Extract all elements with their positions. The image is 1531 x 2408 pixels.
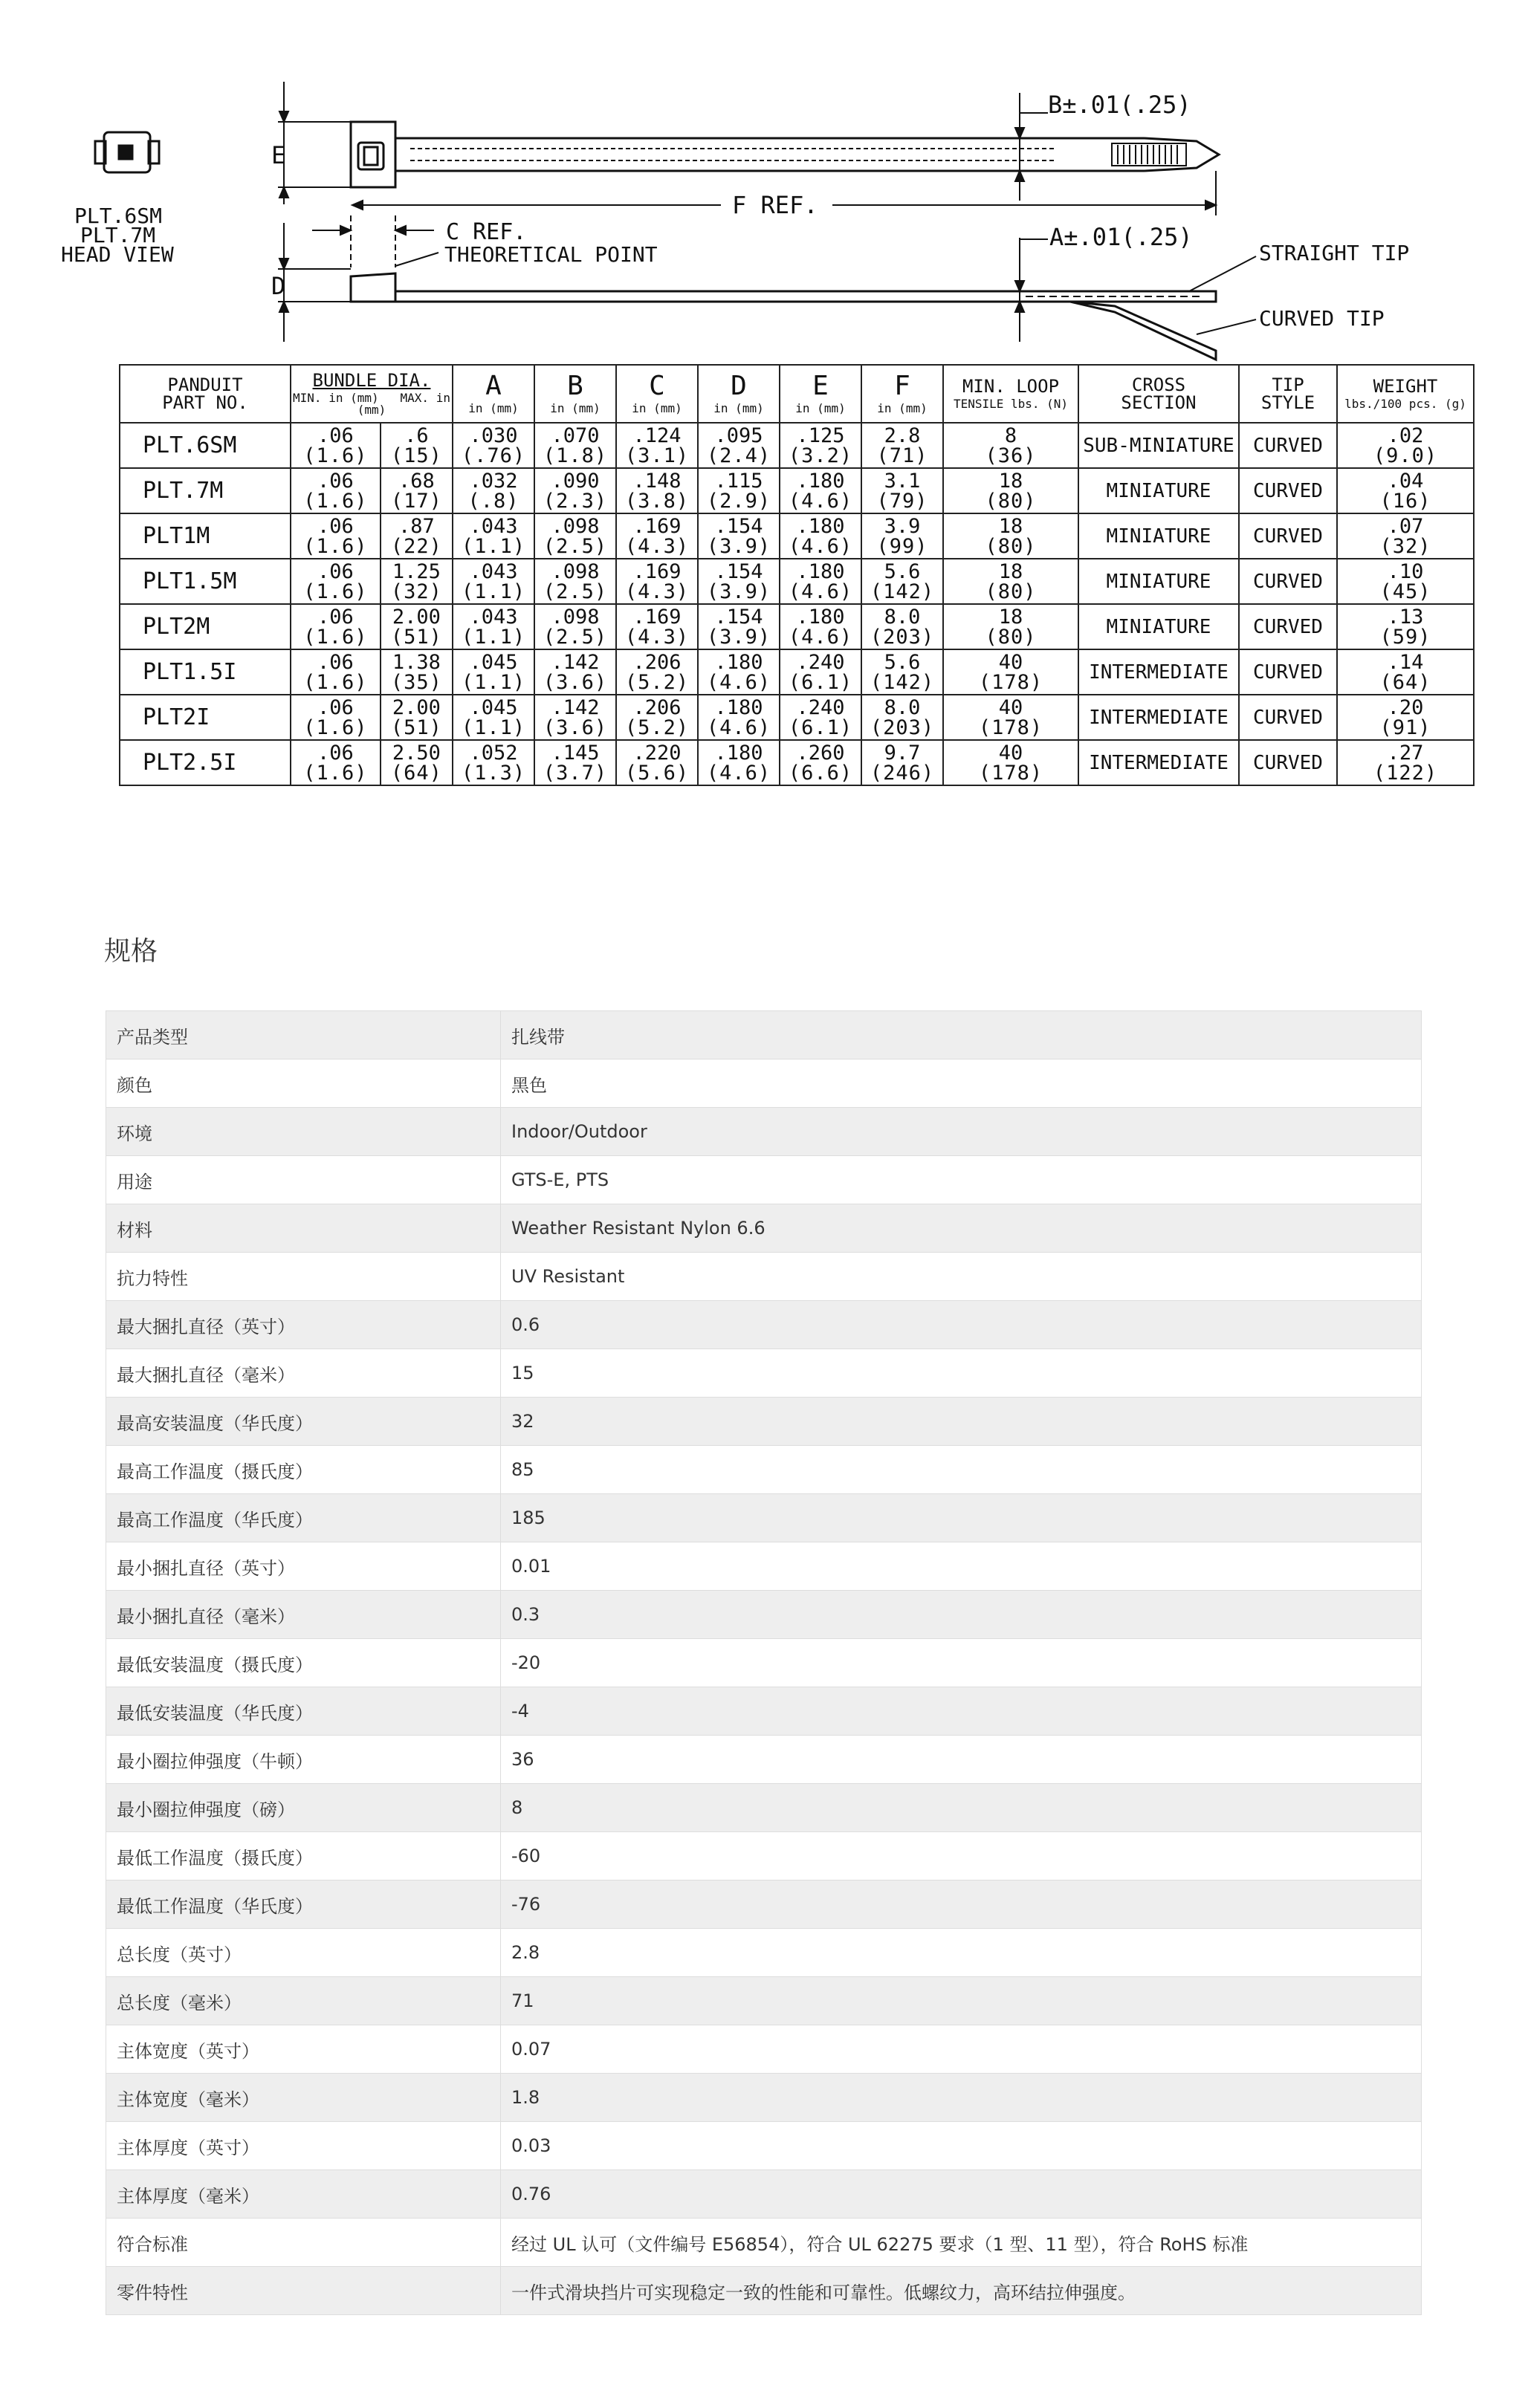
spec-row [106,1301,1422,1349]
cell-tensile: 8 (36) [943,423,1078,468]
spec-value: 扎线带 [501,1011,1422,1059]
spec-key: 符合标准 [106,2219,501,2267]
cell-e: .180 (4.6) [780,604,861,649]
spec-key: 颜色 [106,1059,501,1108]
spec-title: 规格 [104,936,158,967]
spec-key: 抗力特性 [106,1253,501,1301]
cell-d: .154 (3.9) [698,559,780,604]
cell-tensile: 18 (80) [943,559,1078,604]
spec-value: 85 [501,1446,1422,1494]
cell-min: .06 (1.6) [291,468,381,513]
cell-min: .06 (1.6) [291,513,381,559]
cell-f: 9.7 (246) [861,740,943,785]
header-min-loop: MIN. LOOP TENSILE lbs. (N) [943,365,1078,423]
cell-e: .125 (3.2) [780,423,861,468]
part-number: PLT1.5M [120,559,291,604]
cell-c: .169 (4.3) [616,604,698,649]
spec-row [106,1591,1422,1639]
cell-cross-section: MINIATURE [1078,468,1239,513]
cell-tensile: 40 (178) [943,695,1078,740]
cell-tensile: 18 (80) [943,468,1078,513]
parts-row [120,649,1474,695]
cell-weight: .07 (32) [1337,513,1474,559]
cell-d: .154 (3.9) [698,513,780,559]
cell-b: .098 (2.5) [534,559,616,604]
cell-c: .220 (5.6) [616,740,698,785]
cell-weight: .20 (91) [1337,695,1474,740]
cell-min: .06 (1.6) [291,423,381,468]
spec-value: 0.03 [501,2122,1422,2170]
cell-max: 2.00 (51) [381,695,453,740]
spec-key: 用途 [106,1156,501,1204]
cell-tip-style: CURVED [1239,423,1337,468]
spec-row [106,2025,1422,2074]
spec-value: 一件式滑块挡片可实现稳定一致的性能和可靠性。低螺纹力，高环结拉伸强度。 [501,2267,1422,2315]
head-view-label-3: HEAD VIEW [61,242,174,267]
spec-key: 最大捆扎直径（毫米） [106,1349,501,1398]
cell-c: .148 (3.8) [616,468,698,513]
cell-tip-style: CURVED [1239,559,1337,604]
cell-c: .169 (4.3) [616,559,698,604]
parts-table [119,364,1475,786]
cell-c: .206 (5.2) [616,695,698,740]
spec-key: 主体厚度（英寸） [106,2122,501,2170]
cell-e: .180 (4.6) [780,559,861,604]
cell-a: .032 (.8) [453,468,534,513]
spec-row [106,1736,1422,1784]
cell-a: .030 (.76) [453,423,534,468]
cell-tip-style: CURVED [1239,468,1337,513]
cell-f: 5.6 (142) [861,649,943,695]
curved-tip-label: CURVED TIP [1259,306,1385,331]
spec-row [106,2122,1422,2170]
header-e: E in (mm) [780,365,861,423]
cell-min: .06 (1.6) [291,559,381,604]
cell-d: .115 (2.9) [698,468,780,513]
head-view-label-1: PLT.6SM [74,204,163,228]
cell-min: .06 (1.6) [291,740,381,785]
spec-key: 最低安装温度（摄氏度） [106,1639,501,1687]
cell-d: .154 (3.9) [698,604,780,649]
cell-cross-section: INTERMEDIATE [1078,649,1239,695]
spec-row [106,1059,1422,1108]
spec-key: 总长度（毫米） [106,1977,501,2025]
spec-key: 产品类型 [106,1011,501,1059]
header-part-no: PANDUIT PART NO. [120,365,291,423]
spec-row [106,1977,1422,2025]
header-b: B in (mm) [534,365,616,423]
spec-value: 2.8 [501,1929,1422,1977]
spec-value: Indoor/Outdoor [501,1108,1422,1156]
spec-value: 0.07 [501,2025,1422,2074]
cell-d: .095 (2.4) [698,423,780,468]
header-d: D in (mm) [698,365,780,423]
spec-row [106,1494,1422,1542]
cell-c: .206 (5.2) [616,649,698,695]
cell-weight: .27 (122) [1337,740,1474,785]
spec-row [106,1446,1422,1494]
cell-b: .070 (1.8) [534,423,616,468]
spec-key: 总长度（英寸） [106,1929,501,1977]
parts-row [120,468,1474,513]
cell-cross-section: INTERMEDIATE [1078,740,1239,785]
cell-cross-section: MINIATURE [1078,559,1239,604]
cell-b: .142 (3.6) [534,695,616,740]
spec-value: 0.6 [501,1301,1422,1349]
spec-key: 最低安装温度（华氏度） [106,1687,501,1736]
spec-key: 主体宽度（毫米） [106,2074,501,2122]
spec-row [106,1880,1422,1929]
spec-key: 最大捆扎直径（英寸） [106,1301,501,1349]
cell-tensile: 40 (178) [943,740,1078,785]
spec-key: 主体厚度（毫米） [106,2170,501,2219]
spec-key: 最小圈拉伸强度（磅） [106,1784,501,1832]
parts-row [120,559,1474,604]
header-f: F in (mm) [861,365,943,423]
spec-value: GTS-E, PTS [501,1156,1422,1204]
spec-row [106,1011,1422,1059]
cell-b: .098 (2.5) [534,513,616,559]
cell-min: .06 (1.6) [291,649,381,695]
cell-a: .043 (1.1) [453,559,534,604]
cell-tip-style: CURVED [1239,513,1337,559]
spec-row [106,1832,1422,1880]
cell-a: .045 (1.1) [453,695,534,740]
cell-e: .240 (6.1) [780,649,861,695]
spec-row [106,2170,1422,2219]
spec-key: 最高工作温度（华氏度） [106,1494,501,1542]
head-view-icon [95,132,159,172]
dim-f-label: F REF. [732,191,818,219]
spec-value: -76 [501,1880,1422,1929]
cell-b: .145 (3.7) [534,740,616,785]
spec-value: -60 [501,1832,1422,1880]
cell-tip-style: CURVED [1239,740,1337,785]
cell-b: .098 (2.5) [534,604,616,649]
spec-row [106,1639,1422,1687]
cell-d: .180 (4.6) [698,649,780,695]
cell-max: .6 (15) [381,423,453,468]
spec-row [106,1687,1422,1736]
header-bundle-dia: BUNDLE DIA. MIN. in (mm) MAX. in (mm) [291,365,453,423]
cell-c: .169 (4.3) [616,513,698,559]
cell-max: .87 (22) [381,513,453,559]
cell-b: .142 (3.6) [534,649,616,695]
spec-value: 36 [501,1736,1422,1784]
spec-value: 15 [501,1349,1422,1398]
cell-tip-style: CURVED [1239,695,1337,740]
cell-cross-section: MINIATURE [1078,513,1239,559]
spec-value: 黑色 [501,1059,1422,1108]
spec-key: 材料 [106,1204,501,1253]
spec-row [106,1108,1422,1156]
spec-row [106,2267,1422,2315]
spec-value: 0.01 [501,1542,1422,1591]
spec-value: 0.76 [501,2170,1422,2219]
dim-c-label: C REF. [446,219,527,245]
cell-e: .180 (4.6) [780,513,861,559]
cell-d: .180 (4.6) [698,740,780,785]
cell-min: .06 (1.6) [291,604,381,649]
spec-row [106,1253,1422,1301]
spec-table [106,1010,1422,2315]
dim-d-label: D [271,272,286,300]
cell-max: .68 (17) [381,468,453,513]
spec-value: 8 [501,1784,1422,1832]
spec-row [106,2219,1422,2267]
spec-key: 最小圈拉伸强度（牛顿） [106,1736,501,1784]
spec-row [106,1929,1422,1977]
spec-value: Weather Resistant Nylon 6.6 [501,1204,1422,1253]
cell-weight: .02 (9.0) [1337,423,1474,468]
head-view-label-2: PLT.7M [80,223,156,247]
spec-value: 1.8 [501,2074,1422,2122]
spec-row [106,1204,1422,1253]
part-number: PLT2.5I [120,740,291,785]
parts-row [120,604,1474,649]
cell-tensile: 18 (80) [943,513,1078,559]
cell-a: .052 (1.3) [453,740,534,785]
spec-row [106,1156,1422,1204]
dim-b-label: B±.01(.25) [1048,91,1191,119]
part-number: PLT2M [120,604,291,649]
cell-f: 8.0 (203) [861,604,943,649]
spec-value: -4 [501,1687,1422,1736]
spec-row [106,2074,1422,2122]
straight-tip-label: STRAIGHT TIP [1259,241,1410,265]
cell-tensile: 18 (80) [943,604,1078,649]
spec-key: 最低工作温度（摄氏度） [106,1832,501,1880]
theoretical-point-label: THEORETICAL POINT [444,242,658,267]
parts-table-header [120,365,1474,423]
cell-weight: .10 (45) [1337,559,1474,604]
spec-row [106,1784,1422,1832]
spec-row [106,1349,1422,1398]
cell-e: .240 (6.1) [780,695,861,740]
cell-f: 5.6 (142) [861,559,943,604]
spec-key: 零件特性 [106,2267,501,2315]
spec-value: 185 [501,1494,1422,1542]
header-weight: WEIGHT lbs./100 pcs. (g) [1337,365,1474,423]
spec-key: 最小捆扎直径（毫米） [106,1591,501,1639]
parts-row [120,695,1474,740]
part-number: PLT1M [120,513,291,559]
cell-f: 3.1 (79) [861,468,943,513]
cell-max: 1.25 (32) [381,559,453,604]
part-number: PLT.7M [120,468,291,513]
spec-value: UV Resistant [501,1253,1422,1301]
spec-key: 最高安装温度（华氏度） [106,1398,501,1446]
cell-f: 3.9 (99) [861,513,943,559]
parts-row [120,423,1474,468]
dim-a-label: A±.01(.25) [1049,223,1193,251]
cell-min: .06 (1.6) [291,695,381,740]
cell-tensile: 40 (178) [943,649,1078,695]
cell-max: 2.00 (51) [381,604,453,649]
spec-row [106,1542,1422,1591]
spec-key: 最低工作温度（华氏度） [106,1880,501,1929]
spec-value: 32 [501,1398,1422,1446]
cable-tie-diagram [0,0,1531,364]
cell-weight: .13 (59) [1337,604,1474,649]
header-cross-section: CROSS SECTION [1078,365,1239,423]
cell-max: 2.50 (64) [381,740,453,785]
part-number: PLT1.5I [120,649,291,695]
part-number: PLT.6SM [120,423,291,468]
spec-key: 最高工作温度（摄氏度） [106,1446,501,1494]
spec-key: 最小捆扎直径（英寸） [106,1542,501,1591]
parts-table-body [120,423,1474,785]
header-a: A in (mm) [453,365,534,423]
cell-cross-section: MINIATURE [1078,604,1239,649]
spec-value: 经过 UL 认可（文件编号 E56854），符合 UL 62275 要求（1 型、11 型），符合 RoHS 标准 [501,2219,1422,2267]
cell-tip-style: CURVED [1239,604,1337,649]
spec-value: 0.3 [501,1591,1422,1639]
cell-e: .180 (4.6) [780,468,861,513]
spec-row [106,1398,1422,1446]
dim-e-label: E [271,141,286,169]
cell-a: .043 (1.1) [453,604,534,649]
cell-a: .045 (1.1) [453,649,534,695]
spec-value: -20 [501,1639,1422,1687]
cell-d: .180 (4.6) [698,695,780,740]
cell-c: .124 (3.1) [616,423,698,468]
cell-weight: .04 (16) [1337,468,1474,513]
cell-f: 8.0 (203) [861,695,943,740]
cell-e: .260 (6.6) [780,740,861,785]
cell-tip-style: CURVED [1239,649,1337,695]
cell-b: .090 (2.3) [534,468,616,513]
header-c: C in (mm) [616,365,698,423]
cell-f: 2.8 (71) [861,423,943,468]
cell-cross-section: SUB-MINIATURE [1078,423,1239,468]
parts-row [120,513,1474,559]
spec-table-body [106,1011,1422,2315]
parts-row [120,740,1474,785]
header-tip-style: TIP STYLE [1239,365,1337,423]
spec-key: 环境 [106,1108,501,1156]
part-number: PLT2I [120,695,291,740]
spec-value: 71 [501,1977,1422,2025]
cell-a: .043 (1.1) [453,513,534,559]
cell-weight: .14 (64) [1337,649,1474,695]
spec-key: 主体宽度（英寸） [106,2025,501,2074]
cell-max: 1.38 (35) [381,649,453,695]
cable-tie-drawing [0,0,1531,810]
cell-cross-section: INTERMEDIATE [1078,695,1239,740]
